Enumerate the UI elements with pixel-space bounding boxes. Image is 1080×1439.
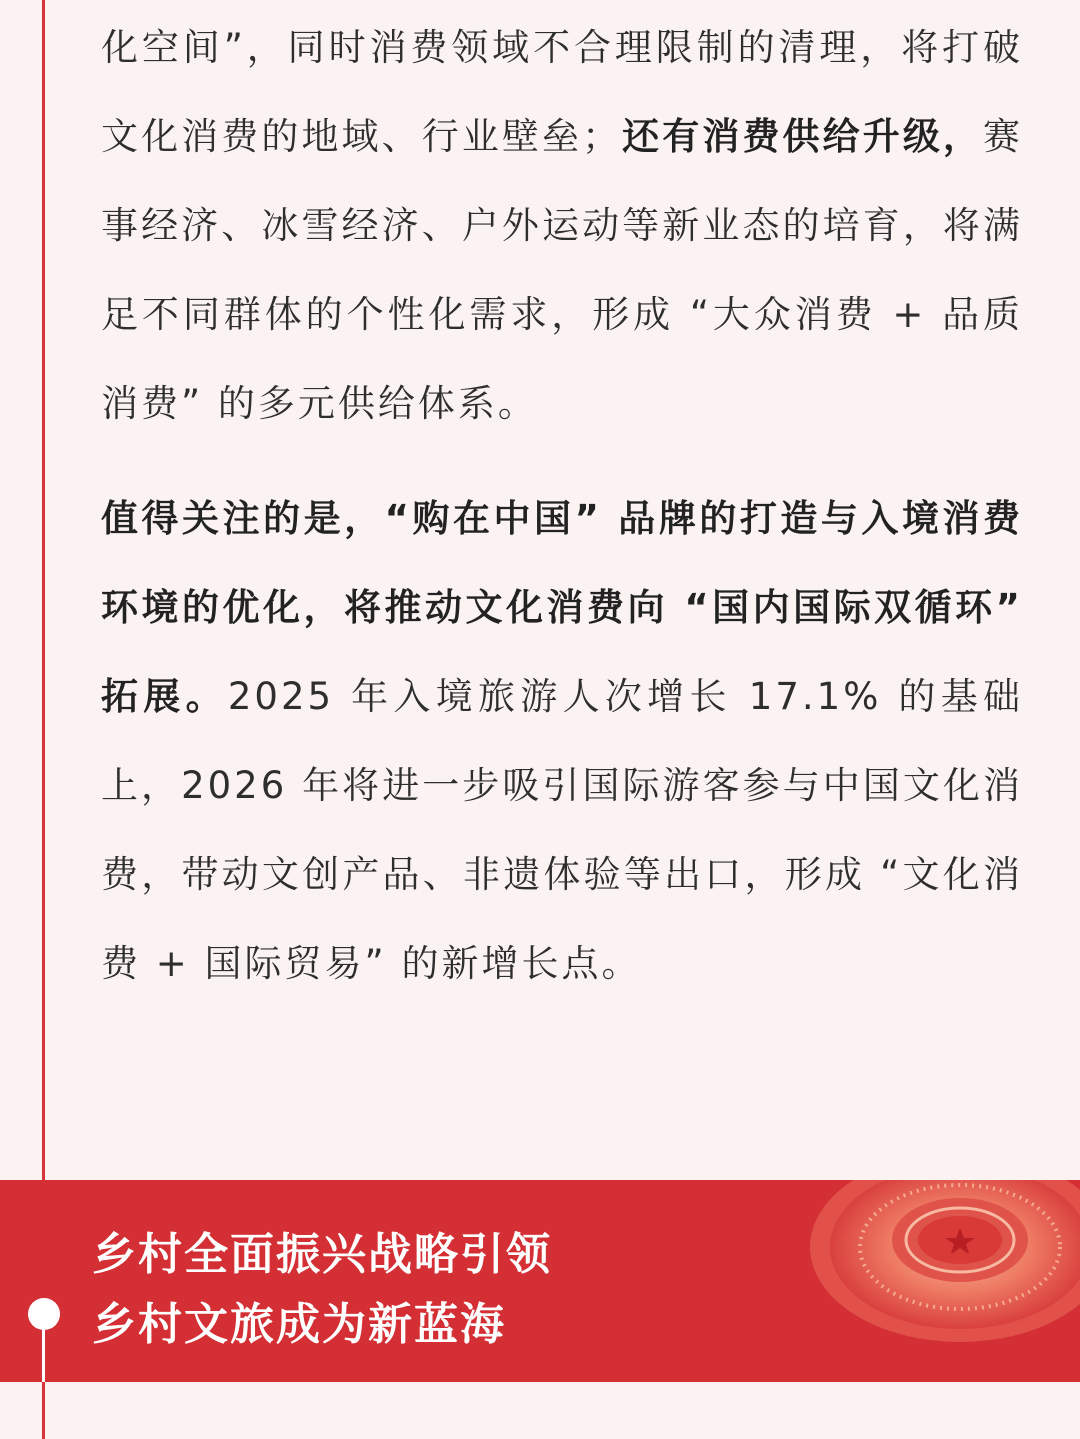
article-paragraph <box>101 3 1023 448</box>
paragraph-text: 2025 年入境旅游人次增长 17.1% 的基础上，2026 年将进一步吸引国际游客参与中国文化消费，带动文创产品、非遗体验等出口，形成 “文化消费 + 国际贸易” 的新增长点。 <box>101 675 1023 985</box>
banner-title-line1: 乡村全面振兴战略引领 <box>92 1229 552 1280</box>
banner-title-line2: 乡村文旅成为新蓝海 <box>92 1299 506 1350</box>
timeline-line-segment <box>42 1330 45 1382</box>
paragraph-emphasis: 值得关注的是，“购在中国” 品牌的打造与入境消费环境的优化，将推动文化消费向 “国内国际双循环” 拓展。 <box>101 497 1023 718</box>
paragraph-text: 赛事经济、冰雪经济、户外运动等新业态的培育，将满足不同群体的个性化需求，形成 “大众消费 + 品质消费” 的多元供给体系。 <box>101 115 1024 425</box>
section-banner <box>0 1180 1080 1382</box>
paragraph-emphasis: 还有消费供给升级， <box>622 115 984 158</box>
paragraph-text: 化空间”，同时消费领域不合理限制的清理，将打破文化消费的地域、行业壁垒； <box>101 26 1023 158</box>
national-emblem-star-icon <box>790 1180 1080 1382</box>
timeline-dot-icon <box>28 1298 60 1330</box>
article-paragraph <box>101 474 1023 1008</box>
article-body <box>101 0 1023 1008</box>
